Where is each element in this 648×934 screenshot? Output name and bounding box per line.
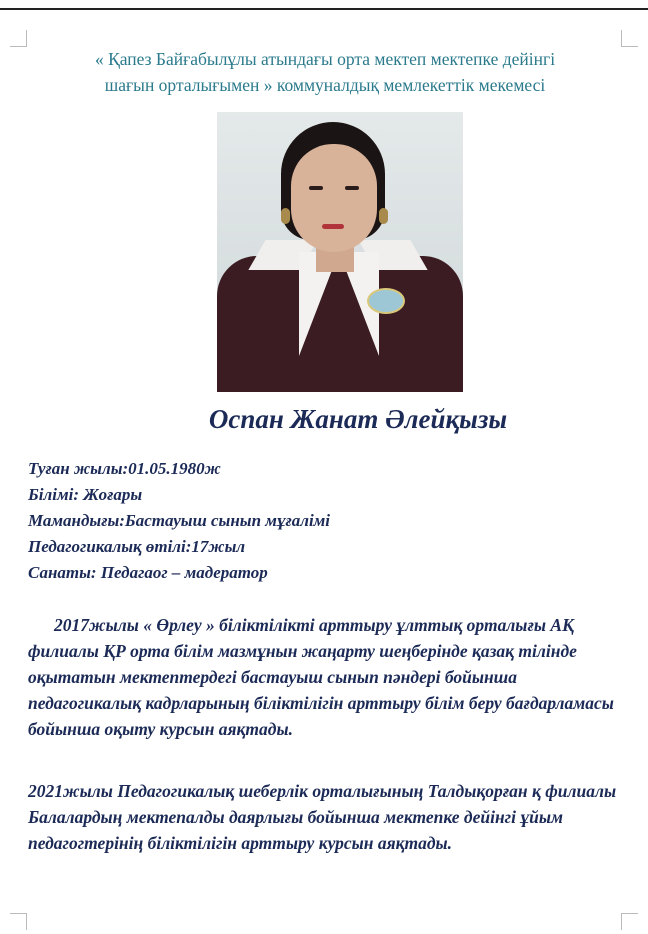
info-education: Білімі: Жоғары bbox=[28, 485, 143, 504]
training-paragraph-2017: 2017жылы « Өрлеу » біліктілікті арттыру ұлттық орталығы АҚ филиалы ҚР орта білім мазмұнын жаңарту шеңберінде қазақ тілінде оқытатын мектептердегі бастауыш сынып пәндері бойынша педагогикалық кадрларының біліктілігін арттыру білім беру бағдарламасы бойынша оқыту курсын аяқтады. bbox=[28, 615, 614, 739]
portrait-photo bbox=[217, 112, 463, 392]
header-line-1: « Қапез Байғабылұлы атындағы орта мектеп мектепке дейінгі bbox=[94, 49, 556, 69]
margin-corner-mark bbox=[10, 913, 27, 930]
institution-header bbox=[20, 46, 630, 98]
info-specialty: Мамандығы:Бастауыш сынып мұғалімі bbox=[28, 511, 331, 530]
margin-corner-mark bbox=[10, 30, 27, 47]
person-name: Оспан Жанат Әлейқызы bbox=[208, 404, 508, 434]
margin-corner-mark bbox=[621, 913, 638, 930]
margin-corner-mark bbox=[621, 30, 638, 47]
info-birth-year: Туған жылы:01.05.1980ж bbox=[28, 459, 221, 478]
page-top-border bbox=[0, 8, 648, 10]
header-line-2: шағын орталығымен » коммуналдық мемлекеттік мекемесі bbox=[104, 75, 546, 95]
badge-pin bbox=[367, 288, 405, 314]
personal-info bbox=[28, 456, 628, 586]
info-category: Санаты: Педагаог – мадератор bbox=[28, 563, 268, 582]
info-experience: Педагогикалық өтілі:17жыл bbox=[28, 537, 246, 556]
training-paragraph-2021: 2021жылы Педагогикалық шеберлік орталығының Талдықорған қ филиалы Балалардың мектепалды даярлығы бойынша мектепке дейінгі ұйым педагогтерінің біліктілігін арттыру курсын аяқтады. bbox=[28, 781, 617, 853]
